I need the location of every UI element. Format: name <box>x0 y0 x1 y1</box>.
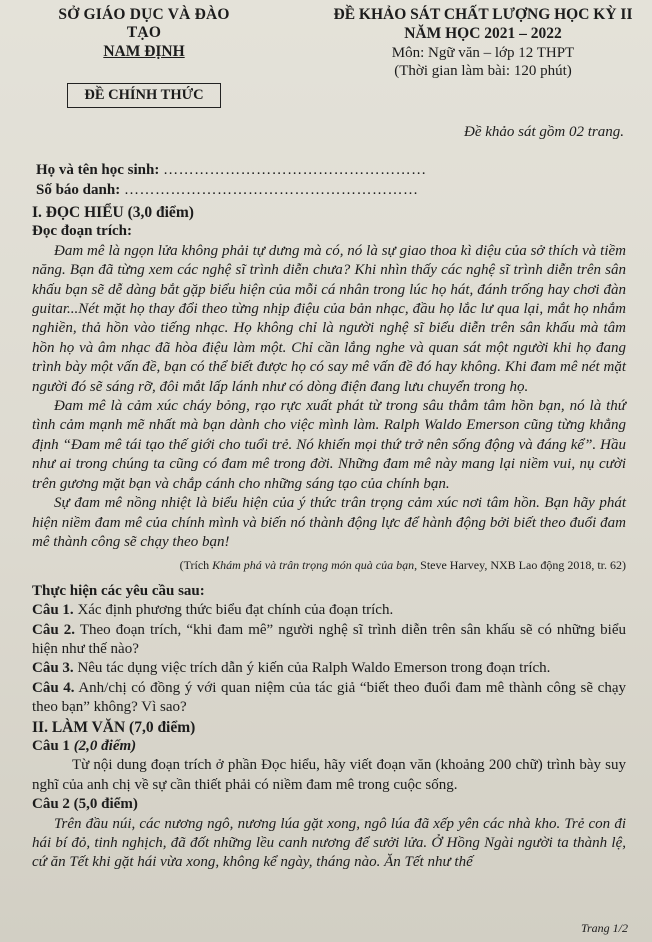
essay-question-2-excerpt: Trên đầu núi, các nương ngô, nương lúa gặt xong, ngô lúa đã xếp yên các nhà kho. Trẻ con đi hái bí đỏ, tinh nghịch, đã đốt những lều canh nương để sưởi lửa. Ở Hồng Ngài người ta thành lệ, cứ ăn Tết khi gặt hái vừa xong, không kể ngày, tháng nào. Ăn Tết như thế <box>32 815 626 871</box>
document-header <box>22 0 633 112</box>
question-3: Câu 3. Nêu tác dụng việc trích dẫn ý kiến của Ralph Waldo Emerson trong đoạn trích. <box>32 660 551 677</box>
reading-subheading: Đọc đoạn trích: <box>32 223 132 240</box>
exam-content <box>32 203 626 873</box>
exam-info-block <box>312 6 652 80</box>
excerpt-paragraph-2: Đam mê là cảm xúc cháy bỏng, rạo rực xuất phát từ trong sâu thẳm tâm hồn bạn, nó là thứ tình cảm mạnh mẽ nhất mà bạn dành cho việc mình làm. Ralph Waldo Emerson cũng từng khẳng định “Đam mê tái tạo thế giới cho tuổi trẻ. Nó khiến mọi thứ trở nên sống động và đáng kể”. Hầu như ai trong chúng ta cũng có đam mê trong đời. Những đam mê này mang lại niềm vui, nụ cười trên gương mặt bạn và chắp cánh cho những sáng tạo của chính bạn. <box>32 398 626 492</box>
essay-question-1-heading: Câu 1 (2,0 điểm) <box>32 737 137 754</box>
section-2-heading: II. LÀM VĂN (7,0 điểm) <box>32 718 196 736</box>
student-id-field <box>36 180 427 200</box>
subject-line: Môn: Ngữ văn – lớp 12 THPT <box>391 45 575 61</box>
student-name-label: Họ và tên học sinh: <box>36 162 160 178</box>
excerpt-paragraph-3: Sự đam mê nồng nhiệt là biểu hiện của ý thức trân trọng cảm xúc nơi tâm hồn. Bạn hãy phát hiện niềm đam mê của chính mình và biến nó thành động lực để hành động bởi biết theo đuổi đam mê thành công sẽ chạy theo bạn! <box>32 495 626 550</box>
section-1-heading: I. ĐỌC HIỂU (3,0 điểm) <box>32 204 194 221</box>
official-stamp-box: ĐỀ CHÍNH THỨC <box>67 83 220 108</box>
issuer-block <box>44 6 244 108</box>
question-1: Câu 1. Xác định phương thức biểu đạt chính của đoạn trích. <box>32 602 394 619</box>
essay-question-1-text: Từ nội dung đoạn trích ở phần Đọc hiểu, hãy viết đoạn văn (khoảng 200 chữ) trình bày suy nghĩ của anh chị về sự cần thiết phải có niềm đam mê trong cuộc sống. <box>32 757 626 793</box>
student-name-dots: …………………………………………… <box>163 162 427 178</box>
question-2: Câu 2. Theo đoạn trích, “khi đam mê” người nghệ sĩ trình diễn trên sân khấu sẽ có những biểu hiện như thế nào? <box>32 621 626 657</box>
school-year: NĂM HỌC 2021 – 2022 <box>404 25 562 42</box>
exam-title: ĐỀ KHẢO SÁT CHẤT LƯỢNG HỌC KỲ II <box>333 6 633 23</box>
essay-question-2-heading: Câu 2 (5,0 điểm) <box>32 796 138 813</box>
student-fields <box>36 160 427 200</box>
excerpt-paragraph-1: Đam mê là ngọn lửa không phải tự dưng mà có, nó là sự giao thoa kì diệu của sở thích và tiềm năng. Bạn đã từng xem các nghệ sĩ trình diễn chưa? Khi nhìn thấy các nghệ sĩ trình diễn trên sân khấu bạn sẽ dễ dàng bắt gặp biểu hiện của mỗi cá nhân trong lúc họ hát, đánh trống hay chơi đàn guitar...Nét mặt họ thay đổi theo từng nhịp điệu của bản nhạc, đầu họ lắc lư qua lại, mắt họ nhắm nghiền, thả hồn vào tiếng nhạc. Họ không chỉ là người nghệ sĩ biểu diễn trên sân khấu mà tâm hồn họ và âm nhạc đã hòa điệu làm một. Chỉ cần lắng nghe và quan sát một người khi họ đang trình bày một vấn đề, bạn có thể biết được họ có say mê vấn đề đó hay không. Khi đam mê nét mặt người đó sẽ sáng rỡ, đôi mắt lấp lánh như có dòng điện đang lưu chuyển trong họ. <box>32 242 626 395</box>
province-name: NAM ĐỊNH <box>103 43 185 60</box>
page-count-note: Đề khảo sát gồm 02 trang. <box>464 124 624 140</box>
student-name-field <box>36 160 427 180</box>
page-number: Trang 1/2 <box>580 921 628 935</box>
student-id-label: Số báo danh: <box>36 182 121 198</box>
student-id-dots: ………………………………………………… <box>123 182 419 198</box>
department-name: SỞ GIÁO DỤC VÀ ĐÀO TẠO <box>58 6 230 41</box>
source-title: Khám phá và trân trọng món quà của bạn <box>212 558 415 573</box>
duration-line: (Thời gian làm bài: 120 phút) <box>394 63 572 79</box>
excerpt-source: (Trích Khám phá và trân trọng món quà của bạn, Steve Harvey, NXB Lao động 2018, tr. 62) <box>179 558 626 573</box>
tasks-heading: Thực hiện các yêu cầu sau: <box>32 582 205 599</box>
question-4: Câu 4. Anh/chị có đồng ý với quan niệm của tác giả “biết theo đuổi đam mê thành công sẽ chạy theo bạn” không? Vì sao? <box>32 679 626 716</box>
